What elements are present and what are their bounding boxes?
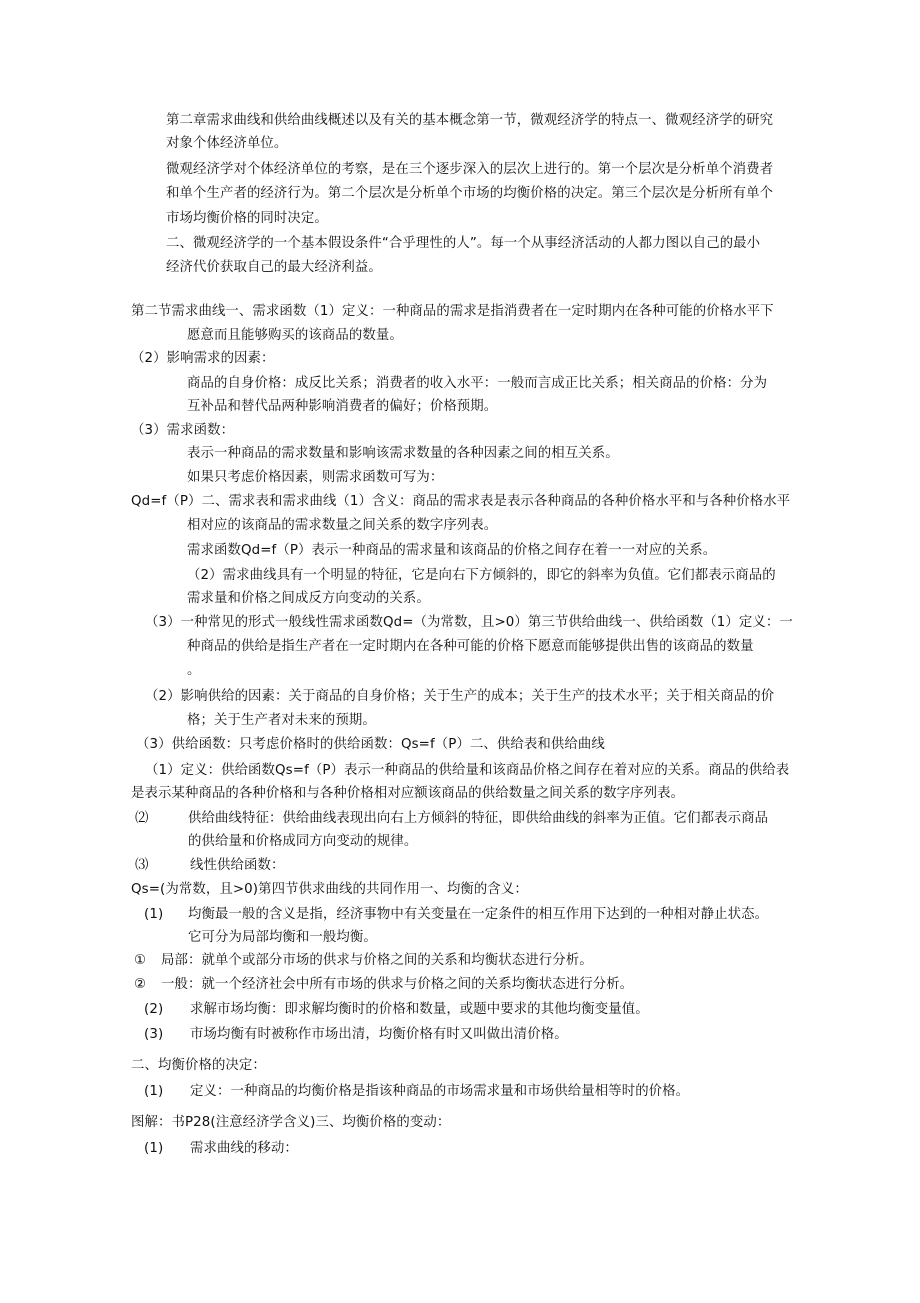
text-line: 二、均衡价格的决定： (131, 1058, 266, 1073)
text-line: 对象个体经济单位。 (166, 136, 288, 151)
list-marker: ⑶ (135, 858, 149, 873)
text-line: 的供给量和价格成同方向变动的规律。 (188, 834, 418, 849)
list-marker: (1) (144, 1141, 164, 1156)
text-line: 第二节需求曲线一、需求函数（1）定义：一种商品的需求是指消费者在一定时期内在各种可能的价格水平下 (131, 304, 774, 319)
text-line: 它可分为局部均衡和一般均衡。 (188, 930, 377, 945)
list-marker: (3) (144, 1027, 164, 1042)
text-line: Qd=f（P）二、需求表和需求曲线（1）含义：商品的需求表是表示各种商品的各种价格水平和与各种价格水平 (131, 494, 791, 509)
text-line: 微观经济学对个体经济单位的考察，是在三个逐步深入的层次上进行的。第一个层次是分析单个消费者 (166, 162, 774, 177)
text-line: 相对应的该商品的需求数量之间关系的数字序列表。 (187, 518, 498, 533)
text-line: 格；关于生产者对未来的预期。 (187, 713, 376, 728)
text-line: （2）影响供给的因素：关于商品的自身价格；关于生产的成本；关于生产的技术水平；关于相关商品的价 (145, 689, 775, 704)
text-line: 市场均衡价格的同时决定。 (166, 211, 328, 226)
text-line: 需求量和价格之间成反方向变动的关系。 (187, 591, 430, 606)
list-marker: ② (134, 977, 147, 992)
text-line: 经济代价获取自己的最大经济利益。 (166, 260, 382, 275)
text-line: 如果只考虑价格因素，则需求函数可写为： (187, 470, 444, 485)
text-line: 商品的自身价格：成反比关系；消费者的收入水平：一般而言成正比关系；相关商品的价格：分为 (187, 376, 768, 391)
text-line: 市场均衡有时被称作市场出清，均衡价格有时又叫做出清价格。 (190, 1027, 568, 1042)
text-line: 一般：就一个经济社会中所有市场的供求与价格之间的关系均衡状态进行分析。 (161, 977, 634, 992)
text-line: 需求函数Qd=f（P）表示一种商品的需求量和该商品的价格之间存在着一一对应的关系。 (187, 543, 717, 558)
text-line: 二、微观经济学的一个基本假设条件“合乎理性的人”。每一个从事经济活动的人都力图以自己的最小 (166, 236, 761, 251)
text-line: 局部：就单个或部分市场的供求与价格之间的关系和均衡状态进行分析。 (161, 953, 593, 968)
text-line: 定义：一种商品的均衡价格是指该种商品的市场需求量和市场供给量相等时的价格。 (190, 1084, 690, 1099)
list-marker: (1) (144, 1084, 164, 1099)
text-line: （3）供给函数：只考虑价格时的供给函数：Qs=f（P）二、供给表和供给曲线 (136, 737, 605, 752)
text-line: 线性供给函数： (190, 858, 285, 873)
text-line: 互补品和替代品两种影响消费者的偏好；价格预期。 (187, 399, 498, 414)
text-line: Qs=(为常数，且>0)第四节供求曲线的共同作用一、均衡的含义： (131, 882, 528, 897)
list-marker: (2) (144, 1002, 164, 1017)
text-line: 是表示某种商品的各种价格和与各种价格相对应额该商品的供给数量之间关系的数字序列表。 (131, 786, 685, 801)
list-marker: ① (134, 953, 147, 968)
list-marker: ⑵ (135, 811, 149, 826)
text-line: 第二章需求曲线和供给曲线概述以及有关的基本概念第一节，微观经济学的特点一、微观经济学的研究 (166, 113, 774, 128)
text-line: 和单个生产者的经济行为。第二个层次是分析单个市场的均衡价格的决定。第三个层次是分析所有单个 (166, 186, 774, 201)
text-line: 均衡最一般的含义是指，经济事物中有关变量在一定条件的相互作用下达到的一种相对静止状态。 (188, 907, 769, 922)
text-line: 求解市场均衡：即求解均衡时的价格和数量，或题中要求的其他均衡变量值。 (190, 1002, 649, 1017)
text-line: （3）需求函数： (131, 423, 235, 438)
text-line: 图解：书P28(注意经济学含义)三、均衡价格的变动： (131, 1115, 451, 1130)
text-line: （2）需求曲线具有一个明显的特征，它是向右下方倾斜的，即它的斜率为负值。它们都表示商品的 (187, 568, 776, 583)
text-line: （3）一种常见的形式一般线性需求函数Qd=（为常数，且>0）第三节供给曲线一、供给函数（1）定义：一 (145, 615, 793, 630)
text-line: 需求曲线的移动： (190, 1141, 298, 1156)
text-line: 。 (187, 663, 201, 678)
list-marker: (1) (144, 907, 164, 922)
text-line: （2）影响需求的因素： (131, 351, 275, 366)
text-line: 供给曲线特征：供给曲线表现出向右上方倾斜的特征，即供给曲线的斜率为正值。它们都表示商品 (188, 811, 769, 826)
text-line: 种商品的供给是指生产者在一定时期内在各种可能的价格下愿意而能够提供出售的该商品的数量 (187, 639, 754, 654)
text-line: 表示一种商品的需求数量和影响该需求数量的各种因素之间的相互关系。 (187, 446, 619, 461)
text-line: （1）定义：供给函数Qs=f（P）表示一种商品的供给量和该商品价格之间存在着对应的关系。商品的供给表 (145, 763, 790, 778)
text-line: 愿意而且能够购买的该商品的数量。 (187, 328, 403, 343)
